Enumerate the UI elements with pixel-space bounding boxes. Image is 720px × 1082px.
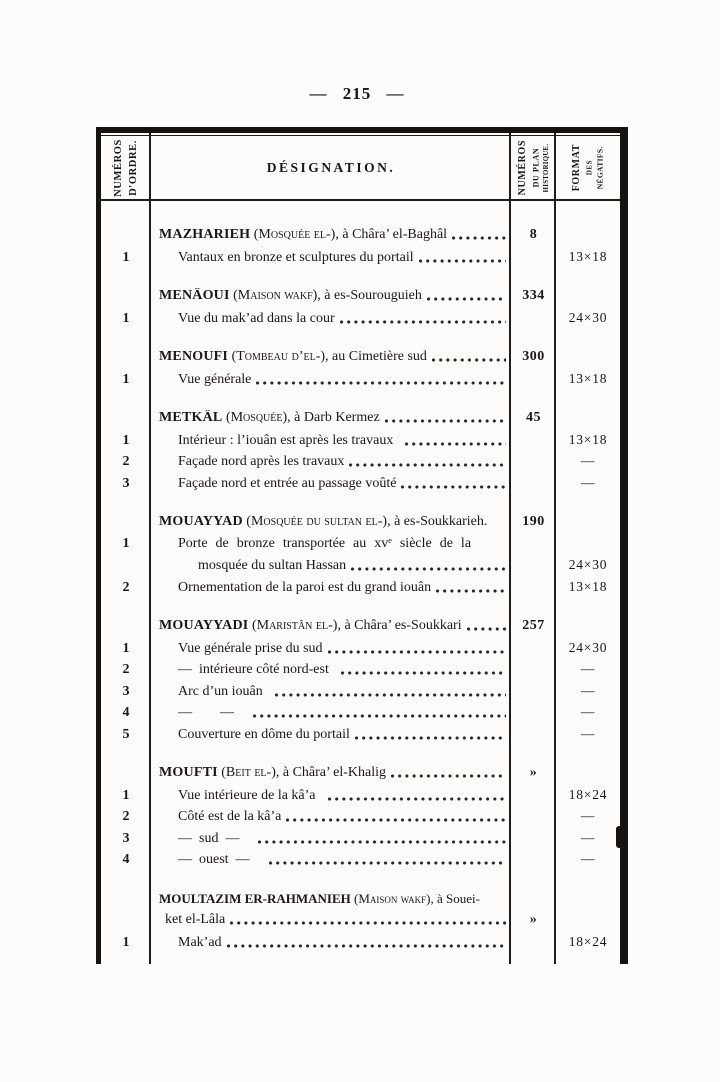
plan-number-cell: 300 bbox=[522, 349, 545, 364]
plan-number-cell: » bbox=[529, 912, 538, 927]
entry-type: (Mosquée) bbox=[222, 410, 288, 425]
designation-cell bbox=[151, 311, 511, 327]
format-cell: — bbox=[580, 808, 596, 823]
entry-item-row bbox=[101, 371, 620, 393]
entry-location: , à Souei- bbox=[430, 890, 480, 906]
header-line: HISTORIQUE. bbox=[542, 143, 550, 192]
catalog-table bbox=[96, 127, 628, 964]
dotted-leader bbox=[355, 727, 506, 743]
order-number-cell: 4 bbox=[122, 705, 130, 720]
designation-cell bbox=[151, 935, 511, 951]
entry-item-row bbox=[101, 830, 620, 852]
designation-cell bbox=[151, 454, 511, 470]
plan-number-cell: 334 bbox=[522, 288, 545, 303]
order-number-cell: 2 bbox=[122, 662, 130, 677]
dotted-leader bbox=[405, 433, 506, 449]
entry-text: Porte de bronze transportée au xvᵉ siècle de la bbox=[178, 535, 472, 551]
entry-text: Vue du mak’ad dans la cour bbox=[178, 310, 335, 326]
order-number-cell: 1 bbox=[122, 310, 130, 326]
entry-type: (Beit el-) bbox=[217, 765, 276, 780]
designation-cell bbox=[151, 618, 511, 634]
order-number-cell: 1 bbox=[122, 640, 130, 656]
dotted-leader bbox=[385, 410, 506, 426]
format-cell: 13×18 bbox=[568, 370, 608, 386]
entry-item-row bbox=[101, 432, 620, 454]
format-cell: — bbox=[580, 725, 596, 741]
entry-item-row bbox=[101, 310, 620, 332]
entry-location: , au Cimetière sud bbox=[325, 349, 427, 364]
entry-text: Vue générale prise du sud bbox=[178, 640, 323, 656]
designation-cell bbox=[151, 536, 511, 552]
entry-text: — — bbox=[178, 705, 248, 720]
order-number-cell: 3 bbox=[122, 830, 130, 846]
format-cell: 13×18 bbox=[568, 578, 608, 594]
order-number-cell: 1 bbox=[122, 535, 130, 551]
entry-text: Mak’ad bbox=[178, 934, 222, 950]
format-cell: — bbox=[580, 682, 596, 698]
entry-item-row bbox=[101, 475, 620, 497]
designation-cell bbox=[151, 891, 511, 907]
designation-cell bbox=[151, 727, 511, 743]
order-number-cell: 1 bbox=[122, 249, 130, 265]
designation-cell bbox=[151, 852, 511, 868]
dotted-leader bbox=[227, 935, 506, 951]
dotted-leader bbox=[341, 662, 506, 678]
format-cell: — bbox=[580, 829, 596, 845]
entry-location: , à Châra’ el-Khalig bbox=[275, 765, 386, 780]
format-cell: 18×24 bbox=[568, 786, 608, 802]
entry-type: (Tombeau d’el-) bbox=[228, 349, 326, 364]
order-number-cell: 3 bbox=[122, 683, 130, 699]
entry-item-row bbox=[101, 249, 620, 271]
entry-type: (Maristân el-) bbox=[248, 618, 338, 633]
designation-cell bbox=[151, 372, 511, 388]
entry-text: ket el-Lâla bbox=[165, 912, 226, 927]
entry-heading-row bbox=[101, 514, 620, 536]
header-label: DÉSIGNATION. bbox=[266, 159, 396, 175]
designation-cell bbox=[151, 250, 511, 266]
designation-cell bbox=[151, 410, 511, 426]
entry-text: Vue intérieure de la kâ’a bbox=[178, 787, 323, 803]
entry-text: Côté est de la kâ’a bbox=[178, 809, 282, 824]
header-line: NUMÉROS bbox=[516, 139, 528, 196]
dotted-leader bbox=[328, 788, 506, 804]
entry-location: , à Châra’ es-Soukkari bbox=[337, 618, 462, 633]
entry-item-row bbox=[101, 934, 620, 956]
header-line: D'ORDRE. bbox=[128, 139, 139, 196]
column-header-format-negatifs bbox=[556, 136, 620, 199]
entry-text: Vue générale bbox=[178, 371, 252, 387]
format-cell: — bbox=[580, 661, 596, 676]
entry-item-row bbox=[101, 787, 620, 809]
dotted-leader bbox=[432, 349, 506, 365]
order-number-cell: 3 bbox=[122, 475, 130, 491]
entry-text: Ornementation de la paroi est du grand iouân bbox=[178, 579, 432, 595]
designation-cell bbox=[151, 788, 511, 804]
format-cell: — bbox=[580, 851, 596, 866]
rotated-header-text bbox=[516, 140, 552, 195]
entry-location: , à es-Soukkarieh. bbox=[387, 514, 488, 529]
header-line: DU PLAN bbox=[531, 147, 541, 188]
entry-name: MOUAYYADI bbox=[159, 618, 249, 633]
dotted-leader bbox=[427, 288, 506, 304]
entry-type: (Mosquée el-) bbox=[250, 227, 336, 242]
table-header bbox=[101, 135, 620, 201]
dotted-leader bbox=[286, 809, 506, 825]
header-line: NÉGATIFS. bbox=[595, 146, 605, 189]
dotted-leader bbox=[340, 311, 506, 327]
plan-number-cell: 257 bbox=[522, 618, 545, 633]
entry-heading-row bbox=[101, 891, 620, 913]
column-header-numeros-plan bbox=[511, 136, 556, 199]
format-cell: 24×30 bbox=[568, 639, 608, 655]
designation-cell bbox=[151, 349, 511, 365]
entry-name: MENÂOUI bbox=[159, 288, 230, 303]
entry-heading-row bbox=[101, 765, 620, 787]
header-line: FORMAT bbox=[571, 143, 583, 192]
entry-text: — ouest — bbox=[178, 852, 264, 867]
format-cell: 18×24 bbox=[568, 933, 608, 949]
header-line: NUMÉROS bbox=[112, 138, 124, 197]
order-number-cell: 1 bbox=[122, 432, 130, 448]
format-cell: — bbox=[580, 453, 596, 468]
plan-number-cell: 190 bbox=[522, 514, 545, 529]
entry-text: — sud — bbox=[178, 830, 254, 846]
entry-text: Arc d’un iouân bbox=[178, 683, 270, 699]
order-number-cell: 5 bbox=[122, 726, 130, 742]
column-divider bbox=[554, 133, 556, 964]
dotted-leader bbox=[351, 558, 506, 574]
entry-item-row bbox=[101, 453, 620, 475]
dotted-leader bbox=[328, 641, 506, 657]
designation-cell bbox=[151, 288, 511, 304]
page-number: — 215 — bbox=[309, 84, 405, 103]
designation-cell bbox=[151, 514, 511, 530]
dotted-leader bbox=[269, 852, 506, 868]
entry-text: mosquée du sultan Hassan bbox=[198, 558, 347, 573]
entry-location: , à Châra’ el-Baghâl bbox=[335, 227, 448, 242]
entry-name: MENOUFI bbox=[159, 349, 229, 364]
designation-cell bbox=[151, 809, 511, 825]
order-number-cell: 1 bbox=[122, 371, 130, 387]
entry-item-row bbox=[101, 557, 620, 579]
designation-cell bbox=[151, 580, 511, 596]
rotated-header-text bbox=[570, 144, 606, 191]
dotted-leader bbox=[452, 227, 506, 243]
order-number-cell: 2 bbox=[122, 579, 130, 595]
entry-text: Vantaux en bronze et sculptures du portail bbox=[178, 249, 414, 265]
entry-item-row bbox=[101, 851, 620, 873]
entry-location: , à es-Sourouguieh bbox=[317, 288, 422, 303]
plan-number-cell: 8 bbox=[529, 227, 538, 242]
designation-cell bbox=[151, 476, 511, 492]
designation-cell bbox=[151, 684, 511, 700]
entry-type: (Maison wakf) bbox=[350, 890, 431, 906]
entry-text: Façade nord et entrée au passage voûté bbox=[178, 475, 397, 491]
designation-cell bbox=[151, 831, 511, 847]
rotated-header-text bbox=[111, 139, 141, 197]
dotted-leader bbox=[436, 580, 506, 596]
entry-text: — intérieure côté nord-est bbox=[178, 662, 336, 677]
column-divider bbox=[149, 133, 151, 964]
dotted-leader bbox=[256, 372, 506, 388]
entry-heading-row bbox=[101, 410, 620, 432]
order-number-cell: 4 bbox=[122, 852, 130, 867]
entry-item-row bbox=[101, 683, 620, 705]
format-cell: 24×30 bbox=[568, 557, 608, 572]
entry-type: (Maison wakf) bbox=[229, 288, 318, 303]
plan-number-cell: 45 bbox=[526, 410, 541, 425]
dotted-leader bbox=[419, 250, 506, 266]
dotted-leader bbox=[401, 476, 506, 492]
order-number-cell: 1 bbox=[122, 787, 130, 803]
format-cell: — bbox=[580, 704, 596, 719]
designation-cell bbox=[151, 705, 511, 721]
entry-heading-row bbox=[101, 227, 620, 249]
column-header-numeros-ordre bbox=[101, 136, 151, 199]
entry-heading-row bbox=[101, 288, 620, 310]
entry-item-row bbox=[101, 704, 620, 726]
order-number-cell: 2 bbox=[122, 809, 130, 824]
order-number-cell: 2 bbox=[122, 454, 130, 469]
entry-heading-row bbox=[101, 349, 620, 371]
entry-text: Couverture en dôme du portail bbox=[178, 726, 350, 742]
plan-number-cell: » bbox=[529, 765, 538, 780]
entry-item-row bbox=[101, 579, 620, 601]
designation-cell bbox=[151, 433, 511, 449]
dotted-leader bbox=[391, 765, 506, 781]
entry-name: MOUFTI bbox=[159, 765, 218, 780]
column-header-designation bbox=[151, 136, 511, 199]
designation-cell bbox=[151, 641, 511, 657]
designation-cell bbox=[151, 912, 511, 928]
entry-name: MOULTAZIM ER-RAHMANIEH bbox=[159, 890, 351, 906]
entry-item-row bbox=[101, 726, 620, 748]
entry-name: MOUAYYAD bbox=[159, 514, 243, 529]
entry-item-row bbox=[101, 808, 620, 830]
dotted-leader bbox=[349, 454, 506, 470]
entry-location: , à Darb Kermez bbox=[287, 410, 380, 425]
dotted-leader bbox=[258, 831, 506, 847]
entry-name: METKÂL bbox=[159, 410, 223, 425]
designation-cell bbox=[151, 765, 511, 781]
entry-item-row bbox=[101, 536, 620, 558]
designation-cell bbox=[151, 227, 511, 243]
entry-name: MAZHARIEH bbox=[159, 227, 251, 242]
format-cell: 13×18 bbox=[568, 431, 608, 447]
format-cell: — bbox=[580, 474, 596, 490]
dotted-leader bbox=[467, 618, 506, 634]
dotted-leader bbox=[275, 684, 506, 700]
dotted-leader bbox=[230, 912, 506, 928]
entry-item-row bbox=[101, 912, 620, 934]
format-cell: 13×18 bbox=[568, 248, 608, 264]
order-number-cell: 1 bbox=[122, 934, 130, 950]
ink-smudge bbox=[616, 826, 626, 848]
table-body bbox=[101, 227, 620, 955]
column-divider bbox=[509, 133, 511, 964]
entry-text: Intérieur : l’iouân est après les travaux bbox=[178, 432, 401, 448]
entry-item-row bbox=[101, 640, 620, 662]
entry-type: (Mosquée du sultan el-) bbox=[242, 514, 388, 529]
entry-heading-row bbox=[101, 618, 620, 640]
dotted-leader bbox=[253, 705, 506, 721]
header-line: DES bbox=[585, 159, 594, 176]
designation-cell bbox=[151, 558, 511, 574]
format-cell: 24×30 bbox=[568, 309, 608, 325]
designation-cell bbox=[151, 662, 511, 678]
entry-item-row bbox=[101, 661, 620, 683]
entry-text: Façade nord après les travaux bbox=[178, 454, 345, 469]
